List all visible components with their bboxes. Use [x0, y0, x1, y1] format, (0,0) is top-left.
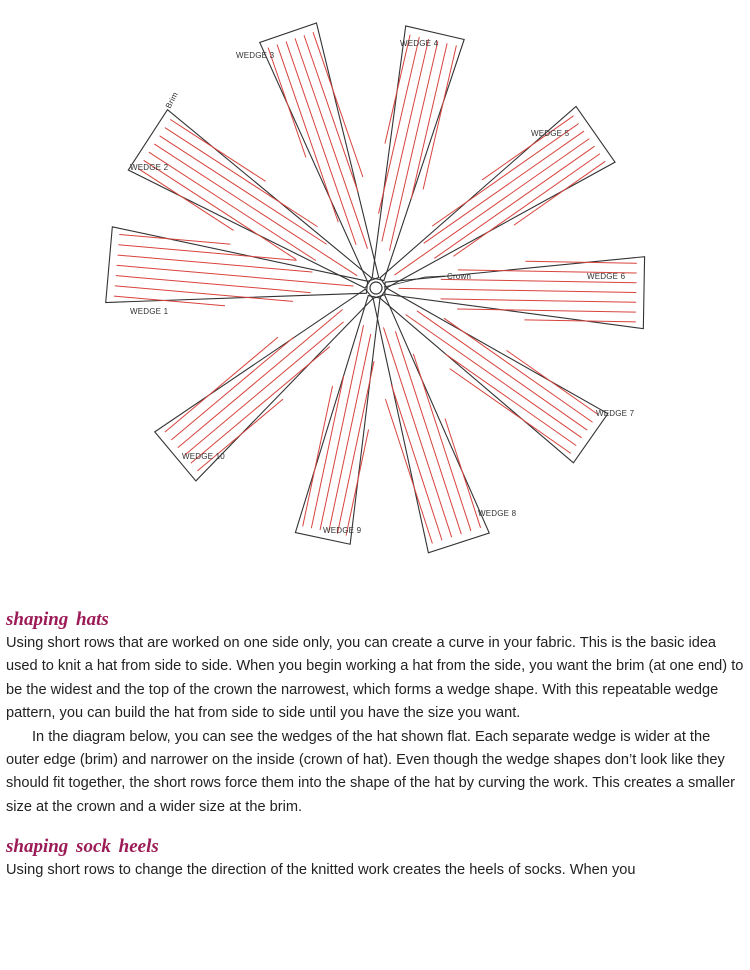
- wedge-4-short-row: [411, 44, 447, 199]
- wedge-4-short-row: [379, 37, 420, 213]
- wedge-3-short-row: [304, 36, 358, 192]
- wedge-2: [128, 110, 371, 288]
- label-wedge-5: WEDGE 5: [531, 129, 570, 138]
- wedge-4-short-row: [385, 35, 410, 143]
- wedge-9-short-row: [346, 430, 368, 535]
- wedge-8-outline: [373, 295, 489, 553]
- heading-shaping-hats: shaping hats: [6, 609, 109, 630]
- wedge-8-short-row: [396, 332, 462, 534]
- heading-shaping-sock-heels: shaping sock heels: [6, 836, 159, 858]
- label-wedge-9: WEDGE 9: [323, 526, 362, 535]
- paragraph-sock-heels-1: Using short rows to change the direction of the knitted work creates the heels of socks. When you: [6, 862, 636, 879]
- label-crown: Crown: [447, 272, 472, 281]
- wedge-7-short-row: [450, 369, 570, 453]
- wedge-6-short-row: [441, 299, 636, 302]
- wedge-4-short-row: [382, 39, 429, 241]
- wedge-3-outline: [260, 23, 379, 282]
- wedge-8: [373, 295, 489, 553]
- label-wedge-2: WEDGE 2: [130, 163, 169, 172]
- wedge-7: [380, 288, 608, 463]
- wedge-3-short-row: [277, 45, 338, 222]
- wedge-7-short-row: [507, 351, 598, 415]
- wedge-9-short-row: [320, 326, 363, 530]
- wedge-5-short-row: [424, 131, 584, 243]
- wedge-2-short-row: [155, 144, 357, 275]
- wedge-4-outline: [372, 26, 464, 281]
- wedge-8-short-row: [445, 419, 480, 528]
- wedge-2-short-row: [149, 152, 315, 260]
- wedge-6-short-row: [399, 288, 636, 292]
- label-wedge-6: WEDGE 6: [587, 272, 626, 281]
- wedge-1-short-row: [114, 296, 224, 306]
- wedge-7-short-row: [444, 318, 592, 422]
- label-wedge-3: WEDGE 3: [236, 51, 275, 60]
- wedge-9-short-row: [329, 334, 371, 531]
- section-shaping-sock-heels: [6, 835, 746, 882]
- label-brim: Brim: [163, 90, 180, 110]
- wedge-10-short-row: [172, 337, 294, 439]
- section-shaping-hats: [6, 608, 746, 819]
- label-wedge-7: WEDGE 7: [596, 409, 635, 418]
- wedge-5-short-row: [454, 154, 600, 256]
- wedge-9-outline: [295, 296, 380, 545]
- wedge-3-short-row: [295, 39, 367, 249]
- wedge-1-outline: [106, 227, 368, 303]
- wedge-10-short-row: [191, 347, 329, 463]
- wedge-9-short-row: [337, 361, 374, 533]
- wedge-10-short-row: [178, 310, 342, 448]
- wedge-9: [295, 296, 380, 545]
- label-wedge-4: WEDGE 4: [400, 39, 439, 48]
- wedge-10-short-row: [185, 322, 344, 455]
- wedge-4-short-row: [423, 46, 456, 189]
- wedge-1: [106, 227, 368, 306]
- wedge-5-short-row: [433, 124, 579, 226]
- wedge-4-short-row: [390, 42, 438, 251]
- wedge-3-short-row: [313, 33, 363, 177]
- label-wedge-10: WEDGE 10: [182, 452, 225, 461]
- wedge-5: [380, 106, 615, 287]
- wedge-7-short-row: [417, 311, 587, 430]
- wedge-8-short-row: [414, 354, 471, 530]
- wedge-7-outline: [380, 288, 608, 463]
- wedge-1-short-row: [117, 265, 353, 286]
- paragraph-hats-1: Using short rows that are worked on one side only, you can create a curve in your fabric. This is the basic idea used to knit a hat from side to side. When you begin working a hat from the side, you want the brim (at one end) to be the widest and the top of the crown the narrowest, which forms a wedge shape. With this repeatable wedge pattern, you can build the hat from side to side until you have the size you want.: [6, 635, 744, 722]
- wedge-8-short-row: [386, 399, 433, 543]
- wedge-3-short-row: [268, 48, 306, 157]
- wedge-9-short-row: [311, 377, 343, 528]
- wedge-3: [260, 23, 379, 282]
- wedge-9-short-row: [303, 386, 333, 526]
- crown-center: [370, 282, 382, 294]
- wedge-6-short-row: [458, 309, 636, 312]
- wedge-2-short-row: [171, 120, 266, 181]
- wedge-2-short-row: [139, 169, 234, 230]
- article-text: [6, 608, 746, 883]
- wedge-4: [372, 26, 464, 281]
- wedge-1-short-row: [116, 276, 310, 293]
- wedge-7-short-row: [406, 315, 581, 438]
- label-wedge-1: WEDGE 1: [130, 307, 169, 316]
- wedge-7-short-row: [446, 354, 576, 445]
- wedge-1-short-row: [120, 235, 230, 245]
- label-wedge-8: WEDGE 8: [478, 509, 517, 518]
- paragraph-hats-2: In the diagram below, you can see the wedges of the hat shown flat. Each separate wedge is wider at the outer edge (brim) and narrower on the inside (crown of hat). Even though the wedge shapes don’t look like they should fit together, the short rows force them into the shape of the hat by curving the work. This creates a smaller size at the crown and a wider size at the brim.: [6, 728, 735, 815]
- wedge-5-short-row: [435, 146, 595, 258]
